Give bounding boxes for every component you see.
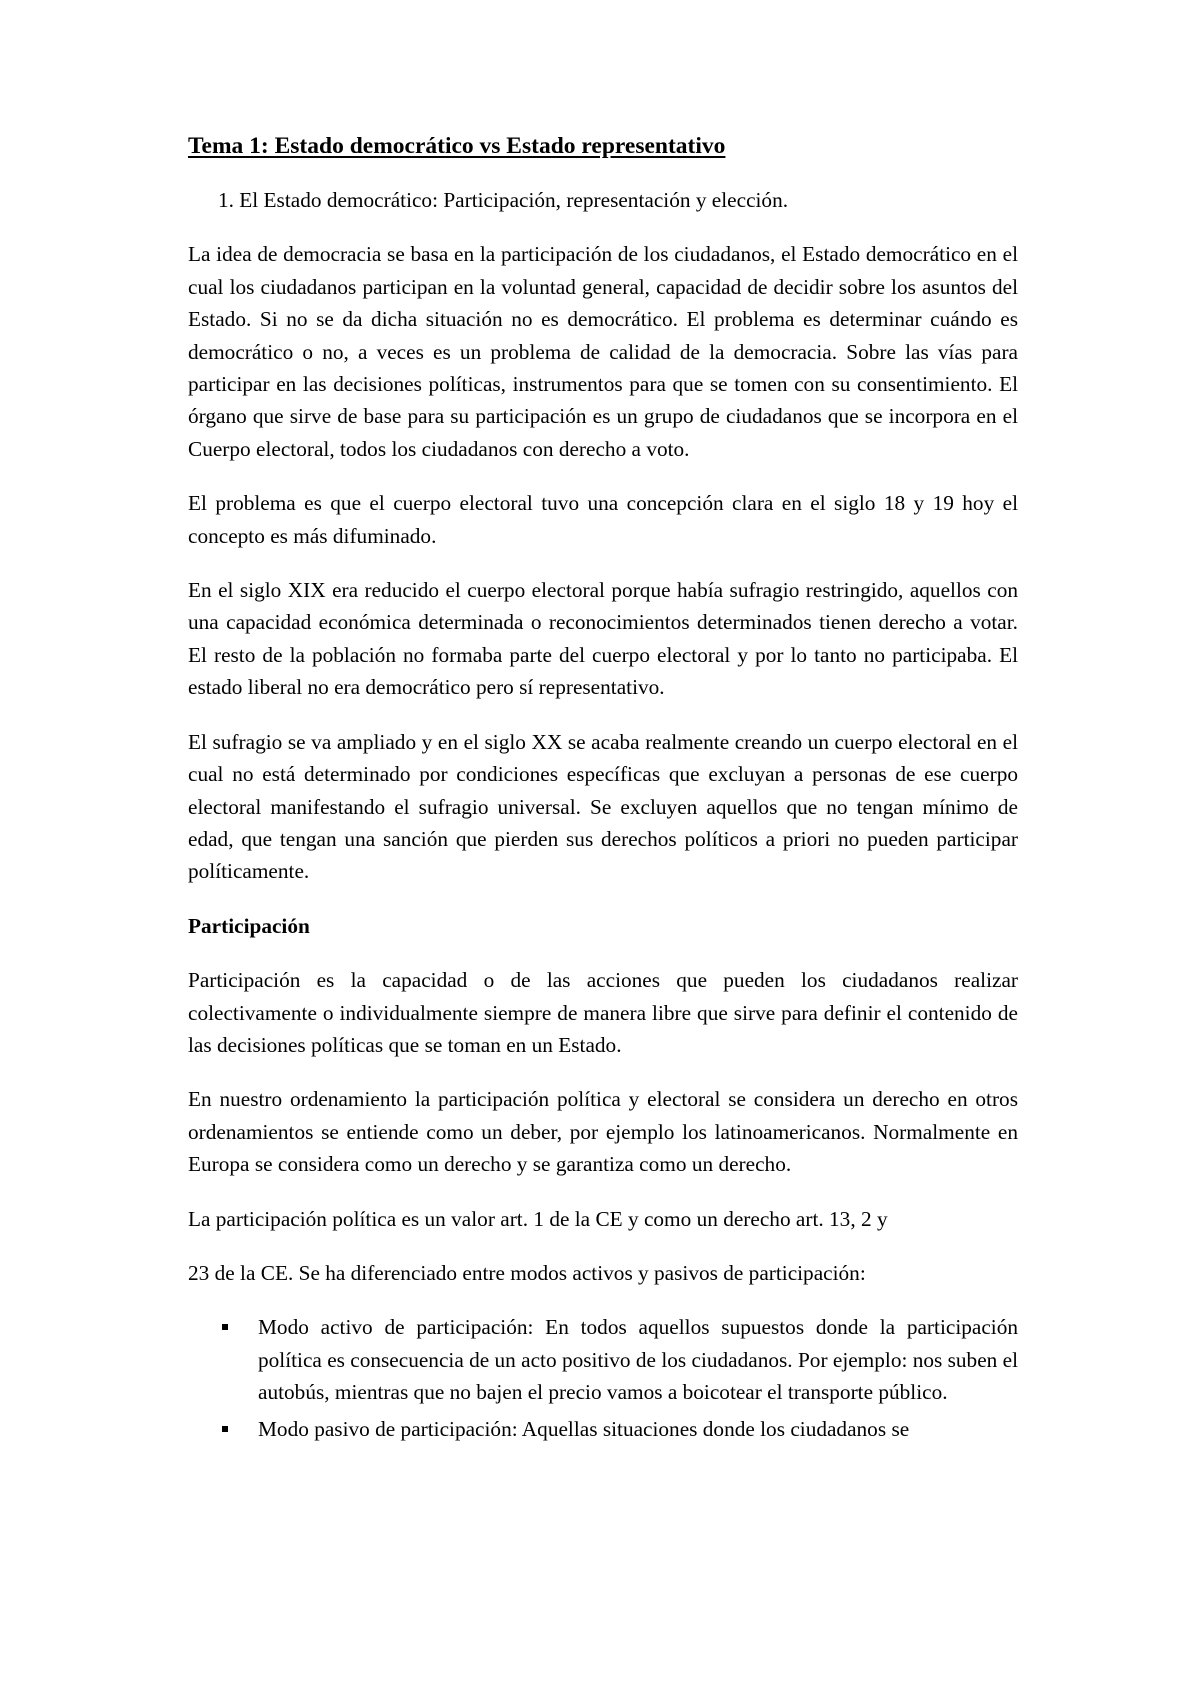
square-bullet-icon — [222, 1324, 228, 1330]
list-item — [188, 1413, 1018, 1445]
list-item — [188, 1311, 1018, 1408]
paragraph-constitution-articles: La participación política es un valor art. 1 de la CE y como un derecho art. 13, 2 y — [188, 1206, 888, 1231]
numbered-heading: 1. El Estado democrático: Participación, representación y elección. — [218, 188, 789, 212]
paragraph-restricted-suffrage: En el siglo XIX era reducido el cuerpo electoral porque había sufragio restringido, aquellos con una capacidad económica determinada o reconocimientos determinados tienen derecho a votar. El resto de la población no formaba parte del cuerpo electoral y por lo tanto no participaba. El estado liberal no era democrático pero sí representativo. — [188, 578, 1018, 700]
section-heading-participacion: Participación — [188, 913, 310, 938]
paragraph-participation-definition: Participación es la capacidad o de las acciones que pueden los ciudadanos realizar colectivamente o individualmente siempre de manera libre que sirve para definir el contenido de las decisiones políticas que se toman en un Estado. — [188, 968, 1018, 1057]
document-page — [188, 130, 1018, 1449]
square-bullet-icon — [222, 1426, 228, 1432]
paragraph-democracy-idea: La idea de democracia se basa en la participación de los ciudadanos, el Estado democrático en el cual los ciudadanos participan en la voluntad general, capacidad de decidir sobre los asuntos del Estado. Si no se da dicha situación no es democrático. El problema es determinar cuándo es democrático o no, a veces es un problema de calidad de la democracia. Sobre las vías para participar en las decisiones políticas, instrumentos para que se tomen con su consentimiento. El órgano que sirve de base para su participación es un grupo de ciudadanos que se incorpora en el Cuerpo electoral, todos los ciudadanos con derecho a voto. — [188, 242, 1018, 461]
participation-modes-list — [188, 1311, 1018, 1445]
document-title: Tema 1: Estado democrático vs Estado representativo — [188, 133, 726, 159]
list-item-text: Modo pasivo de participación: Aquellas situaciones donde los ciudadanos se — [258, 1416, 910, 1441]
paragraph-universal-suffrage: El sufragio se va ampliado y en el siglo XX se acaba realmente creando un cuerpo electoral en el cual no está determinado por condiciones específicas que excluyan a personas de ese cuerpo electoral manifestando el sufragio universal. Se excluyen aquellos que no tengan mínimo de edad, que tengan una sanción que pierden sus derechos políticos a priori no pueden participar políticamente. — [188, 729, 1018, 884]
paragraph-right-or-duty: En nuestro ordenamiento la participación política y electoral se considera un derecho en otros ordenamientos se entiende como un deber, por ejemplo los latinoamericanos. Normalmente en Europa se considera como un derecho y se garantiza como un derecho. — [188, 1087, 1018, 1177]
paragraph-active-passive-modes: 23 de la CE. Se ha diferenciado entre modos activos y pasivos de participación: — [188, 1260, 866, 1285]
paragraph-electoral-body-concept: El problema es que el cuerpo electoral tuvo una concepción clara en el siglo 18 y 19 hoy el concepto es más difuminado. — [188, 491, 1018, 548]
list-item-text: Modo activo de participación: En todos aquellos supuestos donde la participación política es consecuencia de un acto positivo de los ciudadanos. Por ejemplo: nos suben el autobús, mientras que no bajen el precio vamos a boicotear el transporte público. — [258, 1315, 1018, 1405]
